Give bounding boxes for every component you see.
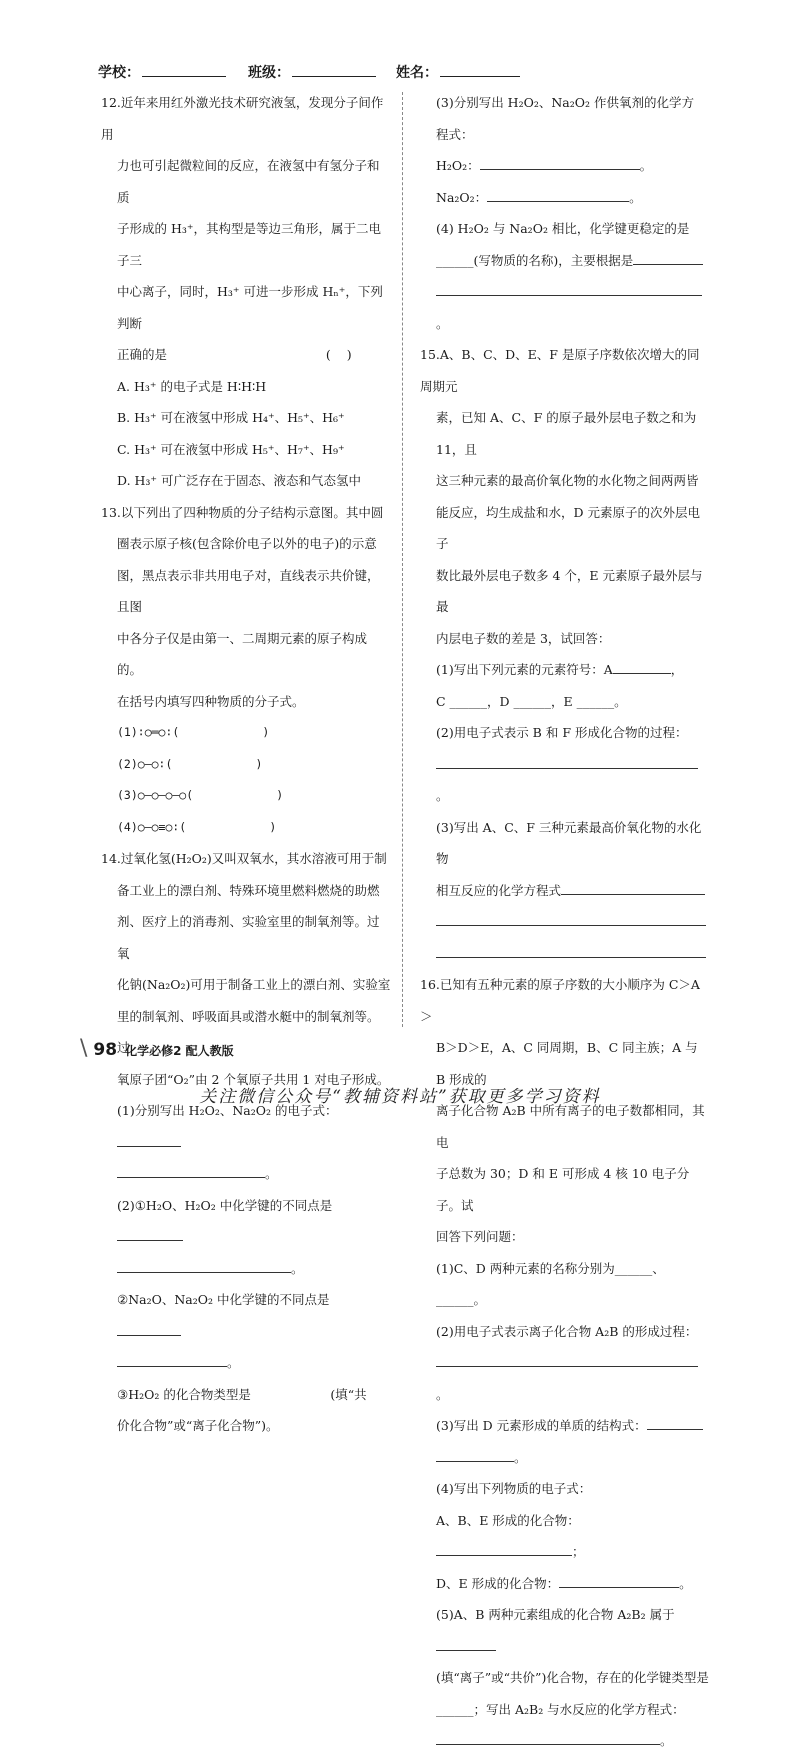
class-blank[interactable] (292, 62, 376, 77)
q16-part5-cont3: 。 (420, 1725, 710, 1757)
q15-line: 15.A、B、C、D、E、F 是原子序数依次增大的同周期元 (420, 347, 700, 394)
q13-line: 中各分子仅是由第一、二周期元素的原子构成的。 (117, 630, 368, 677)
q14-line: 14.过氧化氢(H₂O₂)又叫双氧水，其水溶液可用于制 (101, 851, 387, 866)
q16-part4a: A、B、E 形成的化合物：； (436, 1512, 585, 1559)
class-label: 班级： (248, 65, 290, 81)
answer-blank[interactable] (117, 1259, 291, 1273)
q15-part3-text: 相互反应的化学方程式 (436, 882, 562, 898)
q14-part1-cont: 。 (101, 1158, 391, 1190)
book-title: 化学必修2 配人教版 (125, 1044, 234, 1058)
q16-part3 (420, 1410, 710, 1442)
q16-part2: (2)用电子式表示离子化合物 A₂B 的形成过程： (436, 1323, 698, 1339)
q13-line: 图，黑点表示非共用电子对，直线表示共价键，且图 (117, 567, 380, 614)
answer-blank[interactable] (559, 1574, 679, 1588)
q14-line: 备工业上的漂白剂、特殊环境里燃料燃烧的助燃 (117, 882, 380, 898)
q15-line: 素，已知 A、C、F 的原子最外层电子数之和为 11，且 (436, 410, 701, 457)
q16-part3-cont: 。 (420, 1442, 710, 1474)
q15-part3-cont (420, 875, 710, 907)
answer-blank[interactable] (647, 1416, 703, 1430)
school-label: 学校： (98, 65, 140, 81)
answer-blank[interactable] (613, 660, 671, 674)
q12-line: 子形成的 H₃⁺，其构型是等边三角形，属于二电子三 (117, 221, 381, 268)
bottom-handwritten-note: 关注微信公众号“教辅资料站”获取更多学习资料 (199, 1087, 601, 1107)
answer-blank[interactable] (436, 912, 706, 926)
q12-line: 力也可引起微粒间的反应，在液氢中有氢分子和质 (117, 158, 380, 205)
q13-line: 圈表示原子核(包含除价电子以外的电子)的示意 (117, 536, 377, 551)
q14-line: 剂、医疗上的消毒剂、实验室里的制氧剂等。过氧 (117, 914, 380, 961)
left-column (101, 87, 391, 1442)
q14-part2 (101, 1190, 391, 1253)
answer-blank[interactable] (117, 1164, 265, 1178)
q16-part4b: D、E 形成的化合物： 。 (436, 1575, 692, 1591)
school-blank[interactable] (142, 62, 226, 77)
q14-part3b-cont: 程式： (436, 126, 474, 142)
q12-line: 中心离子，同时，H₃⁺ 可进一步形成 Hₙ⁺，下列判断 (117, 284, 383, 331)
q16-part5-text: (5)A、B 两种元素组成的化合物 A₂B₂ 属于 (436, 1607, 675, 1622)
q16-line: 离子化合物 A₂B 中所有离子的电子数都相同，其电 (436, 1103, 705, 1150)
answer-blank[interactable] (436, 1637, 496, 1651)
answer-blank[interactable] (436, 1731, 660, 1745)
q14-part3-cont: 价化合物”或“离子化合物”)。 (117, 1418, 279, 1433)
q14-part2b (101, 1284, 391, 1347)
q14-part2-text: (2)①H₂O、H₂O₂ 中化学键的不同点是 (117, 1197, 333, 1213)
q12-option-d: D. H₃⁺ 可广泛存在于固态、液态和气态氢中 (117, 473, 362, 488)
name-field (396, 62, 520, 82)
q13-line: 在括号内填写四种物质的分子式。 (117, 693, 305, 709)
q16-part2-cont: 。 (420, 1347, 710, 1410)
q14-line: 氧原子团“O₂”由 2 个氧原子共用 1 对电子形成。 (117, 1071, 390, 1087)
q13-structure-2: (2)○—○∶( ) (117, 756, 263, 771)
q14-part3: ③H₂O₂ 的化合物类型是 (填“共 (117, 1386, 367, 1402)
q14-line: 里的制氧剂、呼吸面具或潜水艇中的制氧剂等。过 (117, 1008, 380, 1055)
right-column (420, 87, 710, 1757)
q14-part2b-text: ②Na₂O、Na₂O₂ 中化学键的不同点是 (117, 1292, 330, 1307)
q16-line: 子总数为 30；D 和 E 可形成 4 核 10 电子分子。试 (436, 1166, 690, 1213)
q14-part4: (4) H₂O₂ 与 Na₂O₂ 相比，化学键更稳定的是 (436, 221, 690, 236)
q15-part3-cont2 (420, 906, 710, 938)
school-field (98, 62, 226, 82)
q15-part2-cont: 。 (420, 749, 710, 812)
q16-part3-text: (3)写出 D 元素形成的单质的结构式： (436, 1418, 647, 1433)
q14-part4-text: ______(写物质的名称)，主要根据是 (436, 252, 634, 268)
q16-part5-cont2: ______；写出 A₂B₂ 与水反应的化学方程式： (436, 1701, 685, 1717)
na2o2-label: Na₂O₂： (436, 189, 488, 205)
q12-line: 12.近年来用红外激光技术研究液氢，发现分子间作用 (101, 95, 384, 142)
name-label: 姓名： (396, 65, 438, 81)
answer-blank[interactable] (436, 282, 702, 296)
answer-blank[interactable] (436, 944, 706, 958)
q13-structure-3: (3)○—○—○—○( ) (117, 788, 284, 802)
answer-blank[interactable] (633, 251, 703, 265)
answer-blank[interactable] (117, 1227, 183, 1241)
q13-line: 13.以下列出了四种物质的分子结构示意图。其中圆 (101, 504, 384, 520)
answer-blank[interactable] (487, 188, 629, 202)
q15-part1-text: (1)写出下列元素的元素符号：A (436, 662, 613, 677)
q12-option-a: A. H₃⁺ 的电子式是 H∶H∶H (117, 378, 267, 394)
q15-part3-cont3 (420, 938, 710, 970)
answer-blank[interactable] (117, 1322, 181, 1336)
answer-blank[interactable] (436, 1542, 572, 1556)
q16-line: 16.已知有五种元素的原子序数的大小顺序为 C＞A＞ (420, 977, 700, 1024)
name-blank[interactable] (440, 62, 520, 77)
q15-part1: (1)写出下列元素的元素符号：A ， (436, 662, 684, 677)
q16-line: B＞D＞E，A、C 同周期，B、C 同主族；A 与 B 形成的 (436, 1040, 702, 1087)
q15-line: 能反应，均生成盐和水，D 元素原子的次外层电子 (436, 504, 700, 551)
q15-line: 这三种元素的最高价氧化物的水化物之间两两皆 (436, 473, 699, 488)
q14-part1-text: (1)分别写出 H₂O₂、Na₂O₂ 的电子式： (117, 1103, 338, 1118)
q14-part3b: (3)分别写出 H₂O₂、Na₂O₂ 作供氧剂的化学方 (436, 95, 694, 110)
answer-blank[interactable] (480, 156, 640, 170)
q16-part1: (1)C、D 两种元素的名称分别为______、______。 (436, 1260, 665, 1307)
q15-line: 数比最外层电子数多 4 个，E 元素原子最外层与最 (436, 567, 703, 614)
q16-part4: (4)写出下列物质的电子式： (436, 1481, 592, 1496)
q14-part4-cont (420, 245, 710, 277)
q16-part4a-text: A、B、E 形成的化合物： (436, 1512, 580, 1528)
q15-part3: (3)写出 A、C、F 三种元素最高价氧化物的水化物 (436, 819, 702, 866)
q12-option-c: C. H₃⁺ 可在液氢中形成 H₅⁺、H₇⁺、H₉⁺ (117, 441, 345, 457)
q16-part5-cont: (填“离子”或“共价”)化合物，存在的化学键类型是 (436, 1670, 709, 1685)
q15-part1-cont: C ______，D ______，E ______。 (436, 693, 627, 709)
q14-part4-cont2: 。 (420, 276, 710, 339)
answer-blank[interactable] (436, 1353, 698, 1367)
class-field (248, 62, 376, 82)
h2o2-label: H₂O₂： (436, 158, 480, 173)
q13-structure-4: (4)○—○≡○∶( ) (117, 819, 277, 834)
q14-part2-cont: 。 (101, 1253, 391, 1285)
answer-blank[interactable] (117, 1353, 227, 1367)
answer-blank[interactable] (561, 881, 705, 895)
q14-part2b-cont: 。 (101, 1347, 391, 1379)
q12-line: 正确的是 ( ) (117, 347, 352, 362)
q15-line: 内层电子数的差是 3，试回答： (436, 630, 611, 646)
answer-blank[interactable] (436, 1448, 514, 1462)
q14-line: 化钠(Na₂O₂)可用于制备工业上的漂白剂、实验室 (117, 977, 391, 992)
q13-structure-1: (1)∶○═○∶( ) (117, 725, 270, 739)
q16-line: 回答下列问题： (436, 1229, 524, 1244)
q15-part2: (2)用电子式表示 B 和 F 形成化合物的过程： (436, 725, 688, 740)
q14-h2o2-eq: H₂O₂： 。 (436, 158, 653, 173)
answer-blank[interactable] (436, 755, 698, 769)
answer-blank[interactable] (117, 1133, 181, 1147)
page-header (98, 62, 740, 86)
q12-option-b: B. H₃⁺ 可在液氢中形成 H₄⁺、H₅⁺、H₆⁺ (117, 410, 345, 425)
page-number: 98 (93, 1040, 118, 1060)
q16-part5 (420, 1599, 710, 1662)
column-divider (402, 92, 403, 1027)
q16-part4b-text: D、E 形成的化合物： (436, 1575, 560, 1591)
footer-slash-icon: \ (80, 1036, 88, 1061)
page-footer (80, 1036, 234, 1061)
q14-na2o2-eq: Na₂O₂： 。 (436, 189, 642, 205)
